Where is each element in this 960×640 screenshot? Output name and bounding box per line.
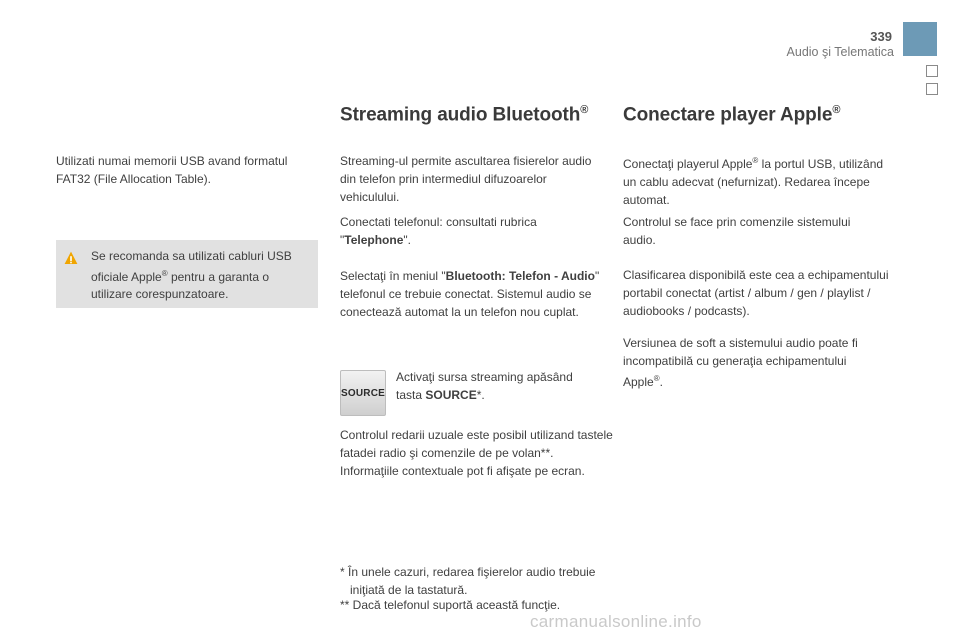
usb-format-note: Utilizati numai memorii USB avand formatul FAT32 (File Allocation Table). <box>56 154 288 186</box>
apple-compatibility-note: Versiunea de soft a sistemului audio poate fi incompatibilă cu generaţia echipamentului Apple®. <box>623 336 858 389</box>
info-box-text: Se recomanda sa utilizati cabluri USB oficiale Apple® pentru a garanta o utilizare corespunzatoare. <box>91 249 292 301</box>
watermark: carmanualsonline.info <box>530 612 702 631</box>
info-icon <box>64 251 78 265</box>
footnote-2: ** Dacă telefonul suportă această funcţie. <box>340 598 561 612</box>
select-phone-note: Selectaţi în meniul "Bluetooth: Telefon - Audio" telefonul ce trebuie conectat. Sistemul audio se conectează automat la un telefon nou cuplat. <box>340 269 600 319</box>
chapter-tab <box>903 22 937 56</box>
playback-control-note: Controlul redarii uzuale este posibil utilizand tastele fatadei radio şi comenzile de pe volan**. Informaţiile contextuale pot fi afişate pe ecran. <box>340 428 613 478</box>
page-number: 339 <box>870 29 892 44</box>
footnote-1: * În unele cazuri, redarea fişierelor audio trebuie iniţiată de la tastatură. <box>340 565 596 597</box>
section-name: Audio şi Telematica <box>786 45 894 59</box>
source-key-icon <box>340 370 386 416</box>
apple-classification-note: Clasificarea disponibilă este cea a echipamentului portabil conectat (artist / album / gen / playlist / audiobooks / podcasts). <box>623 268 889 318</box>
bluetooth-streaming-title: Streaming audio Bluetooth® <box>340 104 589 126</box>
streaming-description: Streaming-ul permite ascultarea fisierelor audio din telefon prin intermediul difuzoarelor vehiculului. <box>340 154 592 204</box>
connect-phone-note: Conectati telefonul: consultati rubrica "Telephone". <box>340 215 537 247</box>
apple-player-title: Conectare player Apple® <box>623 104 841 126</box>
activate-source-note: Activaţi sursa streaming apăsând tasta SOURCE*. <box>396 370 573 402</box>
source-key-label: SOURCE <box>341 388 385 399</box>
apple-control-note: Controlul se face prin comenzile sistemului audio. <box>623 215 851 247</box>
chapter-marker-box <box>926 65 938 77</box>
apple-connect-note: Conectaţi playerul Apple® la portul USB, utilizând un cablu adecvat (nefurnizat). Redarea începe automat. <box>623 156 884 207</box>
chapter-marker-box <box>926 83 938 95</box>
